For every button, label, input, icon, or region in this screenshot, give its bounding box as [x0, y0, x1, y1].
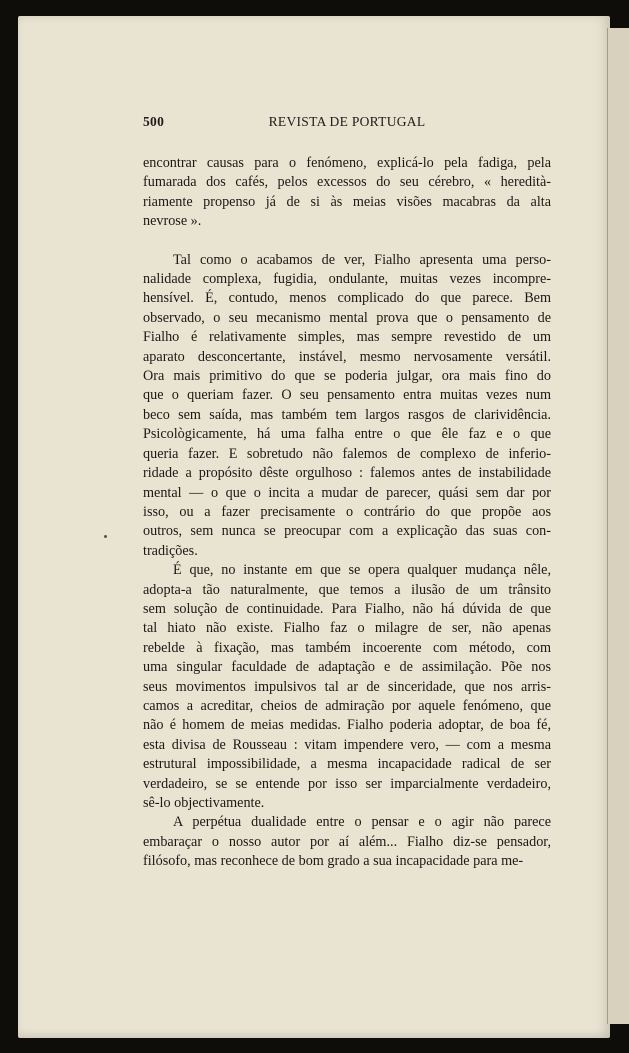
text-line: estrutural impossibilidade, a mesma incapacidade radical de ser — [143, 756, 551, 773]
text-line: hensível. É, contudo, menos complicado do que parece. Bem — [143, 290, 551, 307]
text-line: riamente propenso já de si às meias visões macabras da alta — [143, 193, 551, 210]
text-line: queria fazer. E sobretudo não falemos de complexo de inferio- — [143, 445, 551, 462]
text-line: verdadeiro, se se entende por isso ser imparcialmente verdadeiro, — [143, 775, 551, 792]
text-line: nalidade complexa, fugidia, ondulante, muitas vezes incompre- — [143, 271, 551, 288]
text-line: esta divisa de Rousseau : vitam impendere vero, — com a mesma — [143, 736, 551, 753]
text-line: que o queriam fazer. O seu pensamento entra muitas vezes num — [143, 387, 551, 404]
page-number: 500 — [143, 114, 165, 129]
text-line: tal hiato não existe. Fialho faz o milagre de ser, não apenas — [143, 620, 551, 637]
page-body — [143, 154, 551, 872]
text-line: seus movimentos impulsivos tal ar de sinceridade, que nos arris- — [143, 678, 551, 695]
paragraph-2 — [143, 251, 551, 562]
text-line: sê-lo objectivamente. — [143, 795, 265, 811]
text-line: filósofo, mas reconhece de bom grado a sua incapacidade para me- — [143, 853, 524, 870]
text-line: A perpétua dualidade entre o pensar e o agir não parece — [173, 814, 551, 831]
text-line: adopta-a tão naturalmente, que temos a ilusão de um trânsito — [143, 581, 551, 598]
text-line: ridade a propósito dêste orgulhoso : falemos antes de instabilidade — [143, 465, 551, 482]
text-line: fumarada dos cafés, pelos excessos do seu cérebro, « heredità- — [143, 174, 551, 191]
text-line: não é homem de meias medidas. Fialho poderia adoptar, de boa fé, — [143, 717, 551, 734]
text-line: sem solução de continuidade. Para Fialho, não há dúvida de que — [143, 600, 551, 617]
paragraph-break — [143, 232, 551, 251]
text-line: outros, sem nunca se preocupar com a explicação das suas con- — [143, 523, 551, 540]
text-line: Psicològicamente, há uma falha entre o que êle faz e o que — [143, 426, 551, 443]
text-line: aparato desconcertante, instável, mesmo nervosamente versátil. — [143, 348, 551, 365]
text-line: uma singular faculdade de adaptação e de assimilação. Põe nos — [143, 659, 551, 676]
text-line: rebelde à fixação, mas também incoerente com método, com — [143, 639, 551, 656]
adjacent-page-edge — [607, 28, 629, 1024]
text-line: camos a acreditar, cheios de admiração por aquele fenómeno, que — [143, 697, 551, 714]
paragraph-4 — [143, 813, 551, 871]
paragraph-1 — [143, 154, 551, 232]
text-line: mental — o que o incita a mudar de parecer, quási sem dar por — [143, 484, 551, 501]
running-title: REVISTA DE PORTUGAL — [268, 114, 426, 129]
text-line: Ora mais primitivo do que se poderia julgar, ora mais fino do — [143, 368, 551, 385]
text-line: beco sem saída, mas também tem largos rasgos de clarividência. — [143, 406, 551, 423]
paragraph-3 — [143, 561, 551, 813]
text-line: observado, o seu mecanismo mental prova que o pensamento de — [143, 309, 551, 326]
text-line: isso, ou a fazer precisamente o contrário do que propõe aos — [143, 503, 551, 520]
text-line: tradições. — [143, 542, 198, 559]
page-blemish — [104, 535, 107, 538]
text-line: Fialho é relativamente simples, mas sempre revestido de um — [143, 329, 551, 346]
text-line: nevrose ». — [143, 213, 202, 230]
text-line: É que, no instante em que se opera qualquer mudança nêle, — [173, 562, 551, 579]
text-line: encontrar causas para o fenómeno, explicá-lo pela fadiga, pela — [143, 155, 551, 171]
text-line: embaraçar o nosso autor por aí além... Fialho diz-se pensador, — [143, 833, 551, 850]
text-line: Tal como o acabamos de ver, Fialho apresenta uma perso- — [173, 251, 551, 268]
